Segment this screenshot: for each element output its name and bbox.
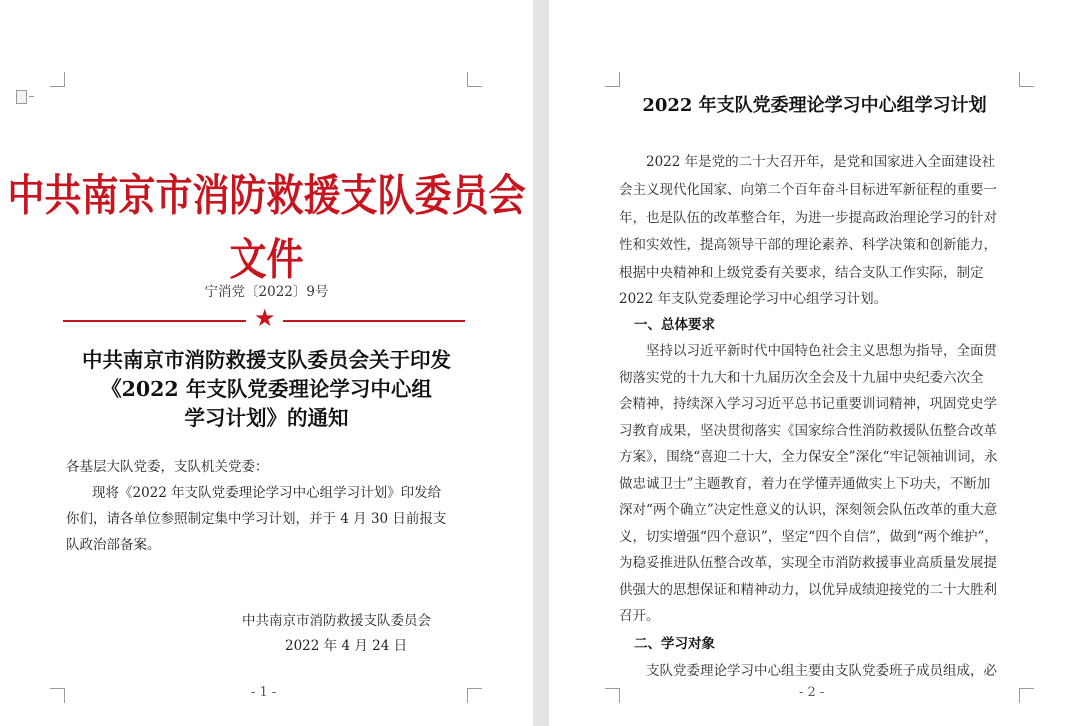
document-icon — [16, 90, 27, 104]
red-star-icon: ★ — [254, 304, 276, 332]
section-line: 深对“两个确立”决定性意义的认识，深刻领会队伍改革的重大意 — [619, 502, 998, 518]
section-line: 会精神，持续深入学习习近平总书记重要训词精神，巩固党史学 — [619, 396, 997, 412]
salutation: 各基层大队党委，支队机关党委： — [66, 459, 269, 475]
red-rule-left — [63, 320, 246, 322]
section-heading: 一、总体要求 — [634, 317, 715, 333]
issue-date: 2022 年 4 月 24 日 — [285, 638, 408, 654]
page-number: - 2 - — [799, 685, 825, 700]
page-corner-mark — [1019, 72, 1034, 87]
notice-title-line: 学习计划》的通知 — [184, 406, 349, 430]
page-number: - 1 - — [251, 685, 277, 700]
section-line: 坚持以习近平新时代中国特色社会主义思想为指导，全面贯 — [619, 343, 997, 359]
body-line: 队政治部备案。 — [66, 537, 161, 553]
section-line: 为稳妥推进队伍整合改革，实现全市消防救援事业高质量发展提 — [619, 555, 997, 571]
intro-line: 2022 年支队党委理论学习中心组学习计划。 — [619, 291, 888, 307]
body-line: 现将《2022 年支队党委理论学习中心组学习计划》印发给 — [92, 485, 442, 501]
section-line: 供强大的思想保证和精神动力，以优异成绩迎接党的二十大胜利 — [619, 582, 997, 598]
section-line: 支队党委理论学习中心组主要由支队党委班子成员组成，必 — [619, 663, 997, 679]
signer-organization: 中共南京市消防救援支队委员会 — [242, 613, 431, 629]
section-line: 彻落实党的十九大和十九届历次全会及十九届中央纪委六次全 — [619, 370, 984, 386]
body-line: 你们，请各单位参照制定集中学习计划，并于 4 月 30 日前报支 — [66, 511, 447, 527]
document-page-2 — [549, 0, 1080, 726]
red-letterhead: 中共南京市消防救援支队委员会文件 — [7, 169, 526, 286]
document-number: 宁消党〔2022〕9号 — [204, 284, 329, 300]
page-corner-mark — [467, 72, 482, 87]
intro-line: 2022 年是党的二十大召开年，是党和国家进入全面建设社 — [619, 154, 996, 170]
section-line: 义，切实增强“四个意识”，坚定“四个自信”，做到“两个维护”， — [619, 529, 998, 545]
page-corner-mark — [1019, 688, 1034, 703]
intro-line: 会主义现代化国家、向第二个百年奋斗目标进军新征程的重要一 — [619, 182, 997, 198]
section-line: 习教育成果，坚决贯彻落实《国家综合性消防救援队伍整合改革 — [619, 423, 997, 439]
document-page-1 — [0, 0, 533, 726]
red-rule-right — [283, 320, 465, 322]
section-line: 方案》，围绕“喜迎二十大，全力保安全”深化“牢记领袖训词，永 — [619, 449, 998, 465]
page-corner-mark — [50, 72, 65, 87]
plan-title: 2022 年支队党委理论学习中心组学习计划 — [642, 95, 987, 116]
page-corner-mark — [467, 688, 482, 703]
page-corner-mark — [605, 688, 620, 703]
intro-line: 年，也是队伍的改革整合年，为进一步提高政治理论学习的针对 — [619, 210, 997, 226]
intro-line: 根据中央精神和上级党委有关要求，结合支队工作实际，制定 — [619, 265, 984, 281]
notice-title-line: 中共南京市消防救援支队委员会关于印发 — [82, 348, 451, 372]
section-heading: 二、学习对象 — [634, 636, 715, 652]
notice-title-line: 《2022 年支队党委理论学习中心组 — [101, 377, 432, 401]
page-corner-mark — [605, 72, 620, 87]
intro-line: 性和实效性，提高领导干部的理论素养、科学决策和创新能力， — [619, 237, 997, 253]
section-line: 做忠诚卫士”主题教育，着力在学懂弄通做实上下功夫，不断加 — [619, 476, 991, 492]
page-corner-mark — [50, 688, 65, 703]
section-line: 召开。 — [619, 608, 660, 624]
